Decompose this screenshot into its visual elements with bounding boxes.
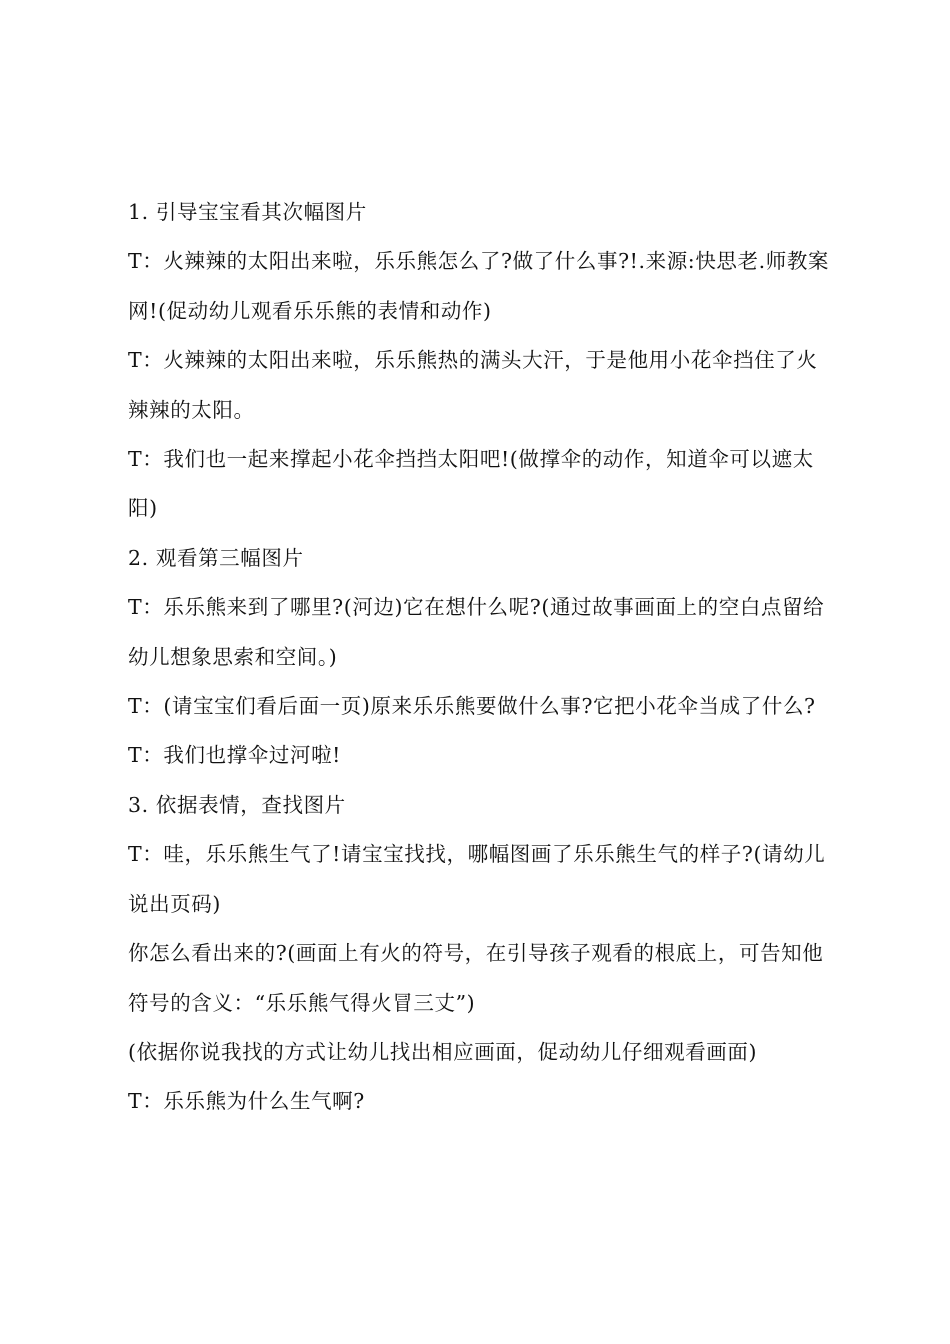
body-paragraph: (依据你说我找的方式让幼儿找出相应画面，促动幼儿仔细观看画面): [128, 1039, 758, 1064]
document-body: [128, 188, 833, 1127]
dialogue-paragraph: T：火辣辣的太阳出来啦，乐乐熊怎么了?做了什么事?!.来源:快思老.师教案网!(促动幼儿观看乐乐熊的表情和动作): [128, 249, 830, 323]
dialogue-paragraph: T：(请宝宝们看后面一页)原来乐乐熊要做什么事?它把小花伞当成了什么?: [128, 694, 816, 719]
body-paragraph: 你怎么看出来的?(画面上有火的符号，在引导孩子观看的根底上，可告知他符号的含义：“乐乐熊气得火冒三丈”): [128, 941, 824, 1015]
section-heading-1: 1. 引导宝宝看其次幅图片: [128, 200, 367, 224]
dialogue-paragraph: T：我们也撑伞过河啦!: [128, 743, 342, 768]
dialogue-paragraph: T：乐乐熊来到了哪里?(河边)它在想什么呢?(通过故事画面上的空白点留给幼儿想象思索和空间。): [128, 595, 825, 669]
dialogue-paragraph: T：火辣辣的太阳出来啦，乐乐熊热的满头大汗，于是他用小花伞挡住了火辣辣的太阳。: [128, 348, 818, 422]
section-heading-2: 2. 观看第三幅图片: [128, 545, 304, 570]
dialogue-paragraph: T：哇，乐乐熊生气了!请宝宝找找，哪幅图画了乐乐熊生气的样子?(请幼儿说出页码): [128, 842, 826, 916]
dialogue-paragraph: T：我们也一起来撑起小花伞挡挡太阳吧!(做撑伞的动作，知道伞可以遮太阳): [128, 447, 814, 521]
dialogue-paragraph: T：乐乐熊为什么生气啊?: [128, 1089, 365, 1114]
section-heading-3: 3. 依据表情，查找图片: [128, 792, 346, 817]
